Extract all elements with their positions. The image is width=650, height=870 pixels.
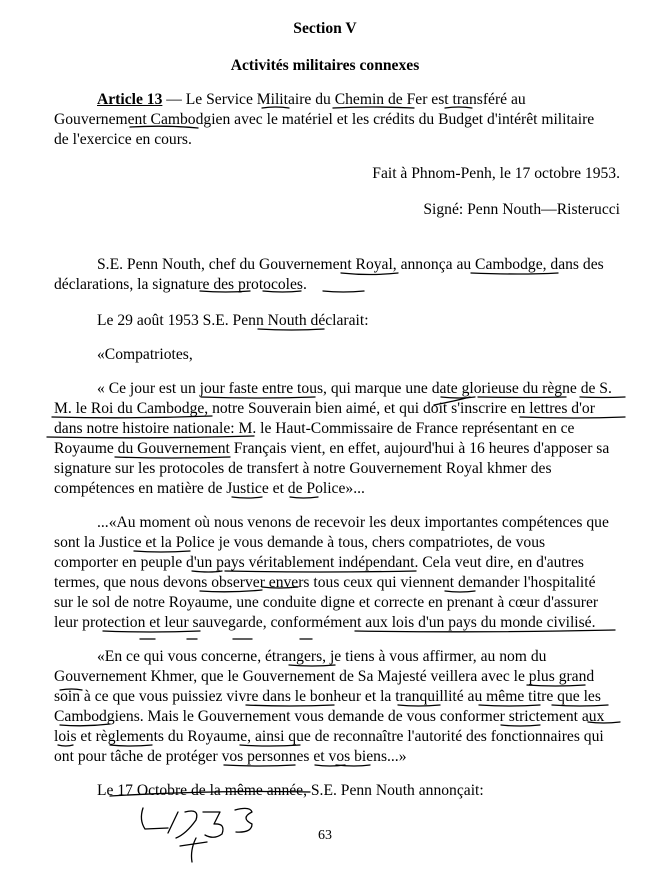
para5-line: sont la Justice et la Police je vous demande à tous, chers compatriotes, de vous: [54, 534, 546, 551]
signature-line: Signé: Penn Nouth—Risterucci: [423, 201, 620, 218]
para1-line: déclarations, la signature des protocoles.: [54, 276, 307, 293]
para5-line: termes, que nous devons observer envers tous ceux qui viennent demander l'hospitalité: [54, 574, 596, 591]
para4-line: « Ce jour est un jour faste entre tous, qui marque une date glorieuse du règne de S.: [97, 380, 612, 397]
para4-line: compétences en matière de Justice et de Police»...: [54, 480, 365, 497]
subsection-title: Activités militaires connexes: [230, 57, 420, 74]
para6-line: lois et règlements du Royaume, ainsi que de reconnaître l'autorité des fonctionnaires qui: [54, 728, 604, 745]
para6-line: soin à ce que vous puissiez vivre dans le bonheur et la tranquillité au même titre que les: [54, 688, 601, 705]
para5-line: ...«Au moment où nous venons de recevoir les deux importantes compétences que: [97, 514, 609, 531]
para5-line: sur le sol de notre Royaume, une conduite digne et correcte en prenant à cœur d'assurer: [54, 594, 599, 611]
para5-line: comporter en peuple d'un pays véritablement indépendant. Cela veut dire, en d'autres: [54, 554, 584, 571]
article-line-3: de l'exercice en cours.: [54, 131, 192, 148]
para2-line: Le 29 août 1953 S.E. Penn Nouth déclarait:: [97, 312, 369, 329]
section-title: Section V: [293, 20, 357, 37]
page-number: 63: [318, 828, 332, 843]
para6-line: Cambodgiens. Mais le Gouvernement vous demande de vous conformer strictement aux: [54, 708, 605, 725]
article-line-1: [97, 90, 526, 110]
para4-line: dans notre histoire nationale: M. le Haut-Commissaire de France représentant en ce: [54, 420, 575, 437]
article-line-2: Gouvernement Cambodgien avec le matériel et les crédits du Budget d'intérêt militaire: [54, 111, 595, 128]
para7-line: Le 17 Octobre de la même année, S.E. Penn Nouth annonçait:: [97, 782, 484, 799]
para6-line: ont pour tâche de protéger vos personnes et vos biens...»: [54, 748, 407, 765]
para4-line: M. le Roi du Cambodge, notre Souverain bien aimé, et qui doit s'inscrire en lettres d'or: [54, 400, 595, 417]
para6-line: Gouvernement Khmer, que le Gouvernement de Sa Majesté veillera avec le plus grand: [54, 668, 595, 685]
para4-line: signature sur les protocoles de transfert à notre Gouvernement Royal khmer des: [54, 460, 552, 477]
para1-line: S.E. Penn Nouth, chef du Gouvernement Royal, annonça au Cambodge, dans des: [97, 256, 604, 273]
para4-line: Royaume du Gouvernement Français vient, en effet, aujourd'hui à 16 heures d'apposer sa: [54, 440, 610, 457]
para5-line: leur protection et leur sauvegarde, conformément aux lois d'un pays du monde civilisé.: [54, 614, 596, 631]
done-at-line: Fait à Phnom-Penh, le 17 octobre 1953.: [372, 165, 620, 182]
article-label: Article 13: [97, 91, 163, 108]
para6-line: «En ce qui vous concerne, étrangers, je tiens à vous affirmer, au nom du: [97, 648, 547, 665]
article-text: — Le Service Militaire du Chemin de Fer est transféré au: [162, 91, 526, 108]
para3-line: «Compatriotes,: [97, 346, 193, 363]
